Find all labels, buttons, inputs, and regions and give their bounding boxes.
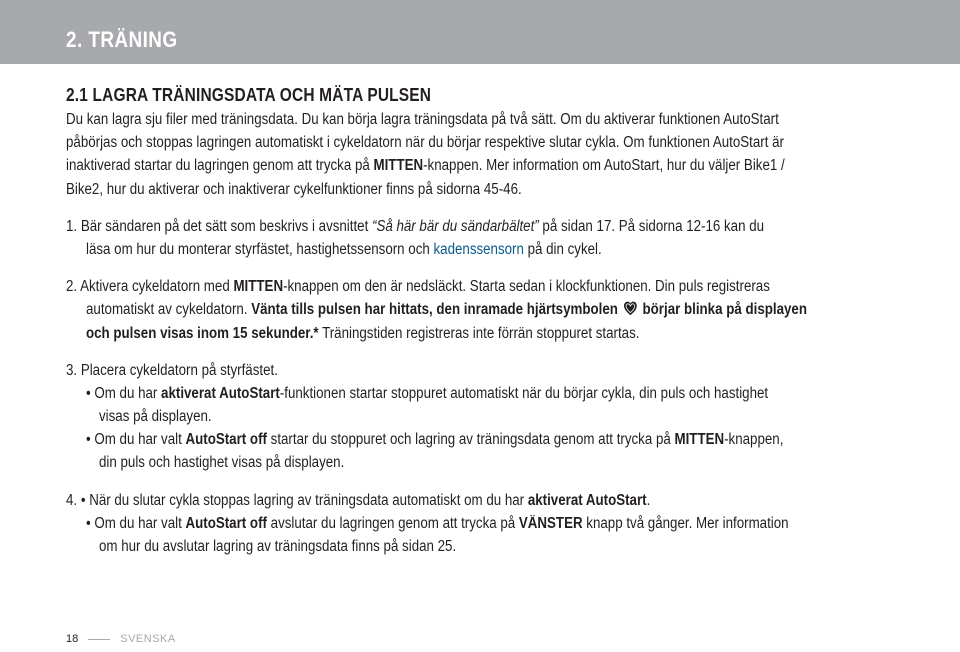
step-4-bullet-continued: om hur du avslutar lagring av träningsdata finns på sidan 25. <box>99 538 457 555</box>
step-4-bullet: 4. • När du slutar cykla stoppas lagring av träningsdata automatiskt om du har aktiverat AutoStart. <box>66 491 651 509</box>
intro-paragraph-line: Du kan lagra sju filer med träningsdata. Du kan börja lagra träningsdata på två sätt. Om du aktiverar funktionen AutoStart <box>66 111 779 128</box>
step-3-bullet-continued: visas på displayen. <box>99 408 212 426</box>
section-title-text: 2.1 LAGRA TRÄNINGSDATA OCH MÄTA PULSEN <box>66 85 432 105</box>
mitten-button-ref: MITTEN <box>373 157 424 175</box>
intro-paragraph-line: påbörjas och stoppas lagringen automatiskt i cykeldatorn när du börjar respektive slutar cykla. Om funktionen AutoStart är <box>66 134 784 152</box>
step-3-bullet: • Om du har valt AutoStart off startar du stoppuret och lagring av träningsdata genom att trycka på MITTEN-knappen, <box>86 431 784 449</box>
step-1-continued: läsa om hur du monterar styrfästet, hastighetssensorn och kadenssensorn på din cykel. <box>86 240 602 258</box>
intro-paragraph-line: Bike2, hur du aktiverar och inaktiverar cykelfunktioner finns på sidorna 45-46. <box>66 180 522 198</box>
section-reference: “Så här bär du sändarbältet” <box>371 217 539 235</box>
step-2: 2. Aktivera cykeldatorn med MITTEN-knappen om den är nedsläckt. Starta sedan i klockfunktionen. Din puls registreras <box>66 278 770 296</box>
step-3: 3. Placera cykeldatorn på styrfästet. <box>66 361 278 379</box>
mitten-button-ref: MITTEN <box>233 278 284 296</box>
kadenssensorn-link[interactable]: kadenssensorn <box>433 240 524 258</box>
step-4-bullet: • Om du har valt AutoStart off avslutar du lagringen genom att trycka på VÄNSTER knapp två gånger. Mer information <box>86 514 789 532</box>
step-3-bullet: • Om du har aktiverat AutoStart-funktionen startar stoppuret automatiskt när du börjar cykla, din puls och hastighet <box>86 384 769 402</box>
section-title <box>66 84 896 108</box>
page-number: 18 <box>66 633 79 645</box>
chapter-title: 2. TRÄNING <box>66 27 178 52</box>
heart-icon <box>623 300 637 315</box>
intro-paragraph-line: inaktiverad startar du lagringen genom att trycka på MITTEN-knappen. Mer information om AutoStart, hur du väljer Bike1 / <box>66 157 785 175</box>
footer-divider <box>88 639 110 640</box>
step-3-bullet-continued: din puls och hastighet visas på displayen. <box>99 454 345 472</box>
footer-language: SVENSKA <box>120 633 176 645</box>
step-2-continued: och pulsen visas inom 15 sekunder.* Träningstiden registreras inte förrän stoppuret startas. <box>86 324 640 342</box>
page-footer <box>66 633 176 645</box>
step-2-continued: automatiskt av cykeldatorn. Vänta tills pulsen har hittats, den inramade hjärtsymbolen börjar blinka på displayen <box>86 301 807 319</box>
step-1: 1. Bär sändaren på det sätt som beskrivs i avsnittet “Så här bär du sändarbältet” på sidan 17. På sidorna 12-16 kan du <box>66 217 765 235</box>
page-content <box>66 80 896 558</box>
